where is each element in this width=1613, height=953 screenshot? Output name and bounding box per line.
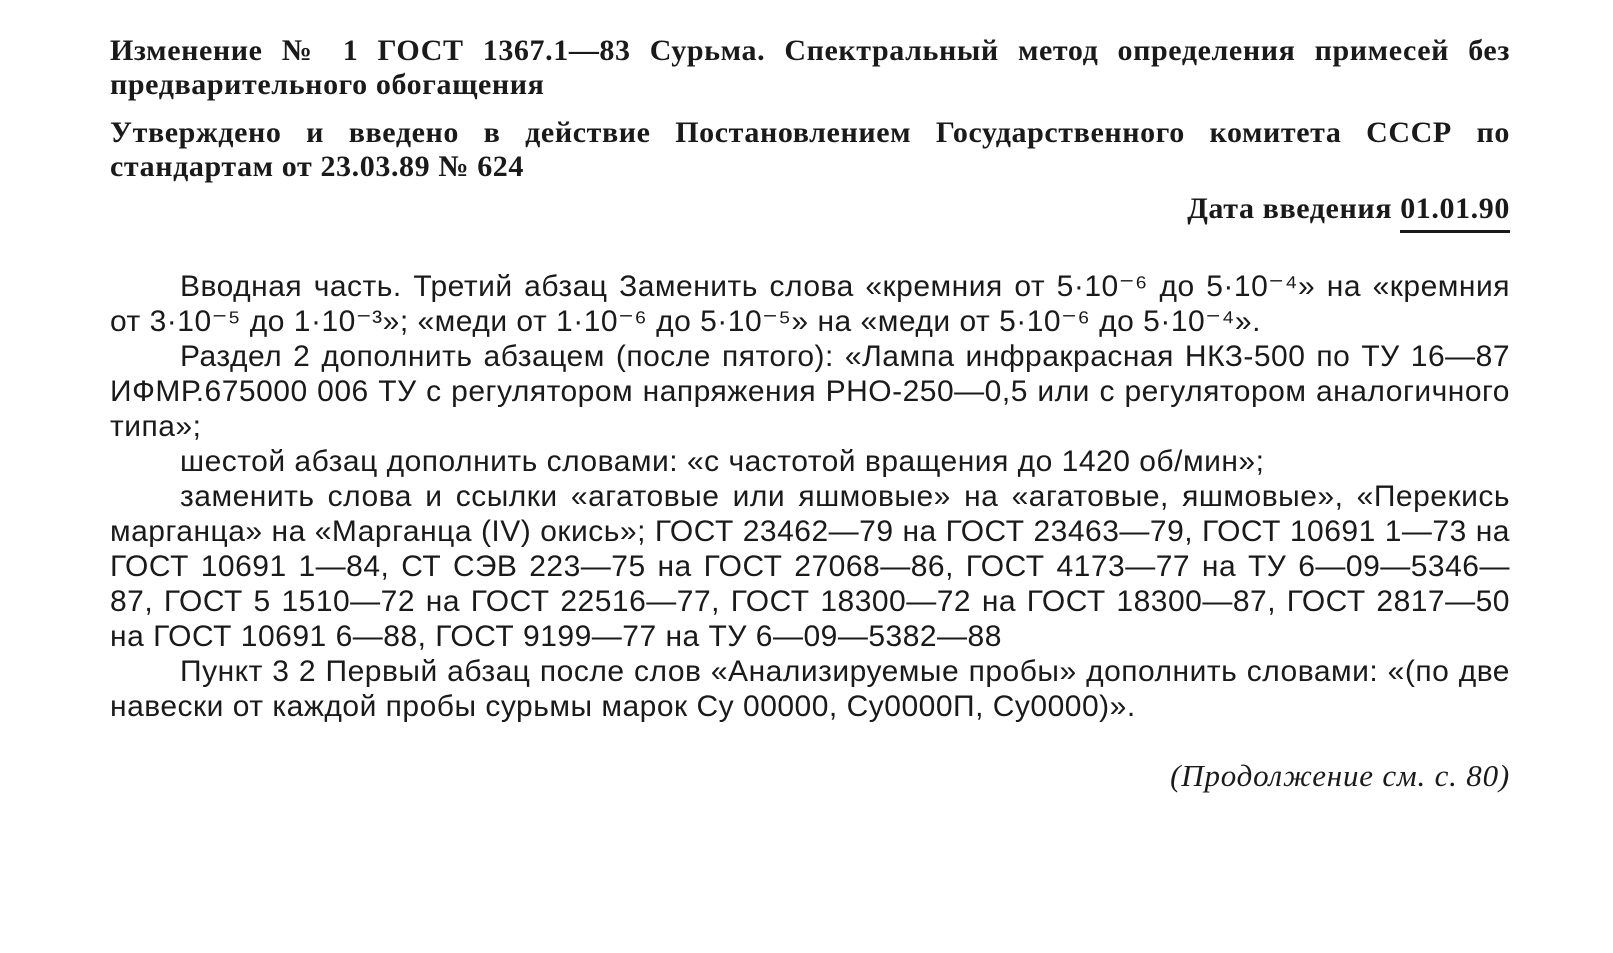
amendment-title: Изменение № 1 ГОСТ 1367.1—83 Сурьма. Спектральный метод определения примесей без предварительного обогащения (110, 34, 1510, 101)
effective-date-value: 01.01.90 (1400, 192, 1510, 233)
paragraph-replacements: заменить слова и ссылки «агатовые или яшмовые» на «агатовые, яшмовые», «Перекись марганца» на «Марганца (IV) окись»; ГОСТ 23462—79 на ГОСТ 23463—79, ГОСТ 10691 1—73 на ГОСТ 10691 1—84, СТ СЭВ 223—75 на ГОСТ 27068—86, ГОСТ 4173—77 на ТУ 6—09—5346—87, ГОСТ 5 1510—72 на ГОСТ 22516—77, ГОСТ 18300—72 на ГОСТ 18300—87, ГОСТ 2817—50 на ГОСТ 10691 6—88, ГОСТ 9199—77 на ТУ 6—09—5382—88 (110, 480, 1510, 653)
effective-date (110, 192, 1510, 233)
paragraph-clause-3-2: Пункт 3 2 Первый абзац после слов «Анализируемые пробы» дополнить словами: «(по две навески от каждой пробы сурьмы марок Су 00000, Су0000П, Су0000)». (110, 655, 1510, 723)
amendment-body (110, 269, 1510, 724)
paragraph-section-2: Раздел 2 дополнить абзацем (после пятого): «Лампа инфракрасная НКЗ-500 по ТУ 16—87 ИФМР.675000 006 ТУ с регулятором напряжения РНО-250—0,5 или с регулятором аналогичного типа»; (110, 340, 1510, 443)
paragraph-sixth: шестой абзац дополнить словами: «с частотой вращения до 1420 об/мин»; (180, 445, 1265, 478)
paragraph-intro: Вводная часть. Третий абзац Заменить слова «кремния от 5·10⁻⁶ до 5·10⁻⁴» на «кремния от 3·10⁻⁵ до 1·10⁻³»; «меди от 1·10⁻⁶ до 5·10⁻⁵» на «меди от 5·10⁻⁶ до 5·10⁻⁴». (110, 270, 1510, 338)
approval-statement: Утверждено и введено в действие Постановлением Государственного комитета СССР по стандартам от 23.03.89 № 624 (110, 116, 1510, 183)
continuation-note: (Продолжение см. с. 80) (1170, 758, 1510, 793)
document-page (110, 28, 1510, 794)
effective-date-label: Дата введения (1187, 192, 1393, 225)
